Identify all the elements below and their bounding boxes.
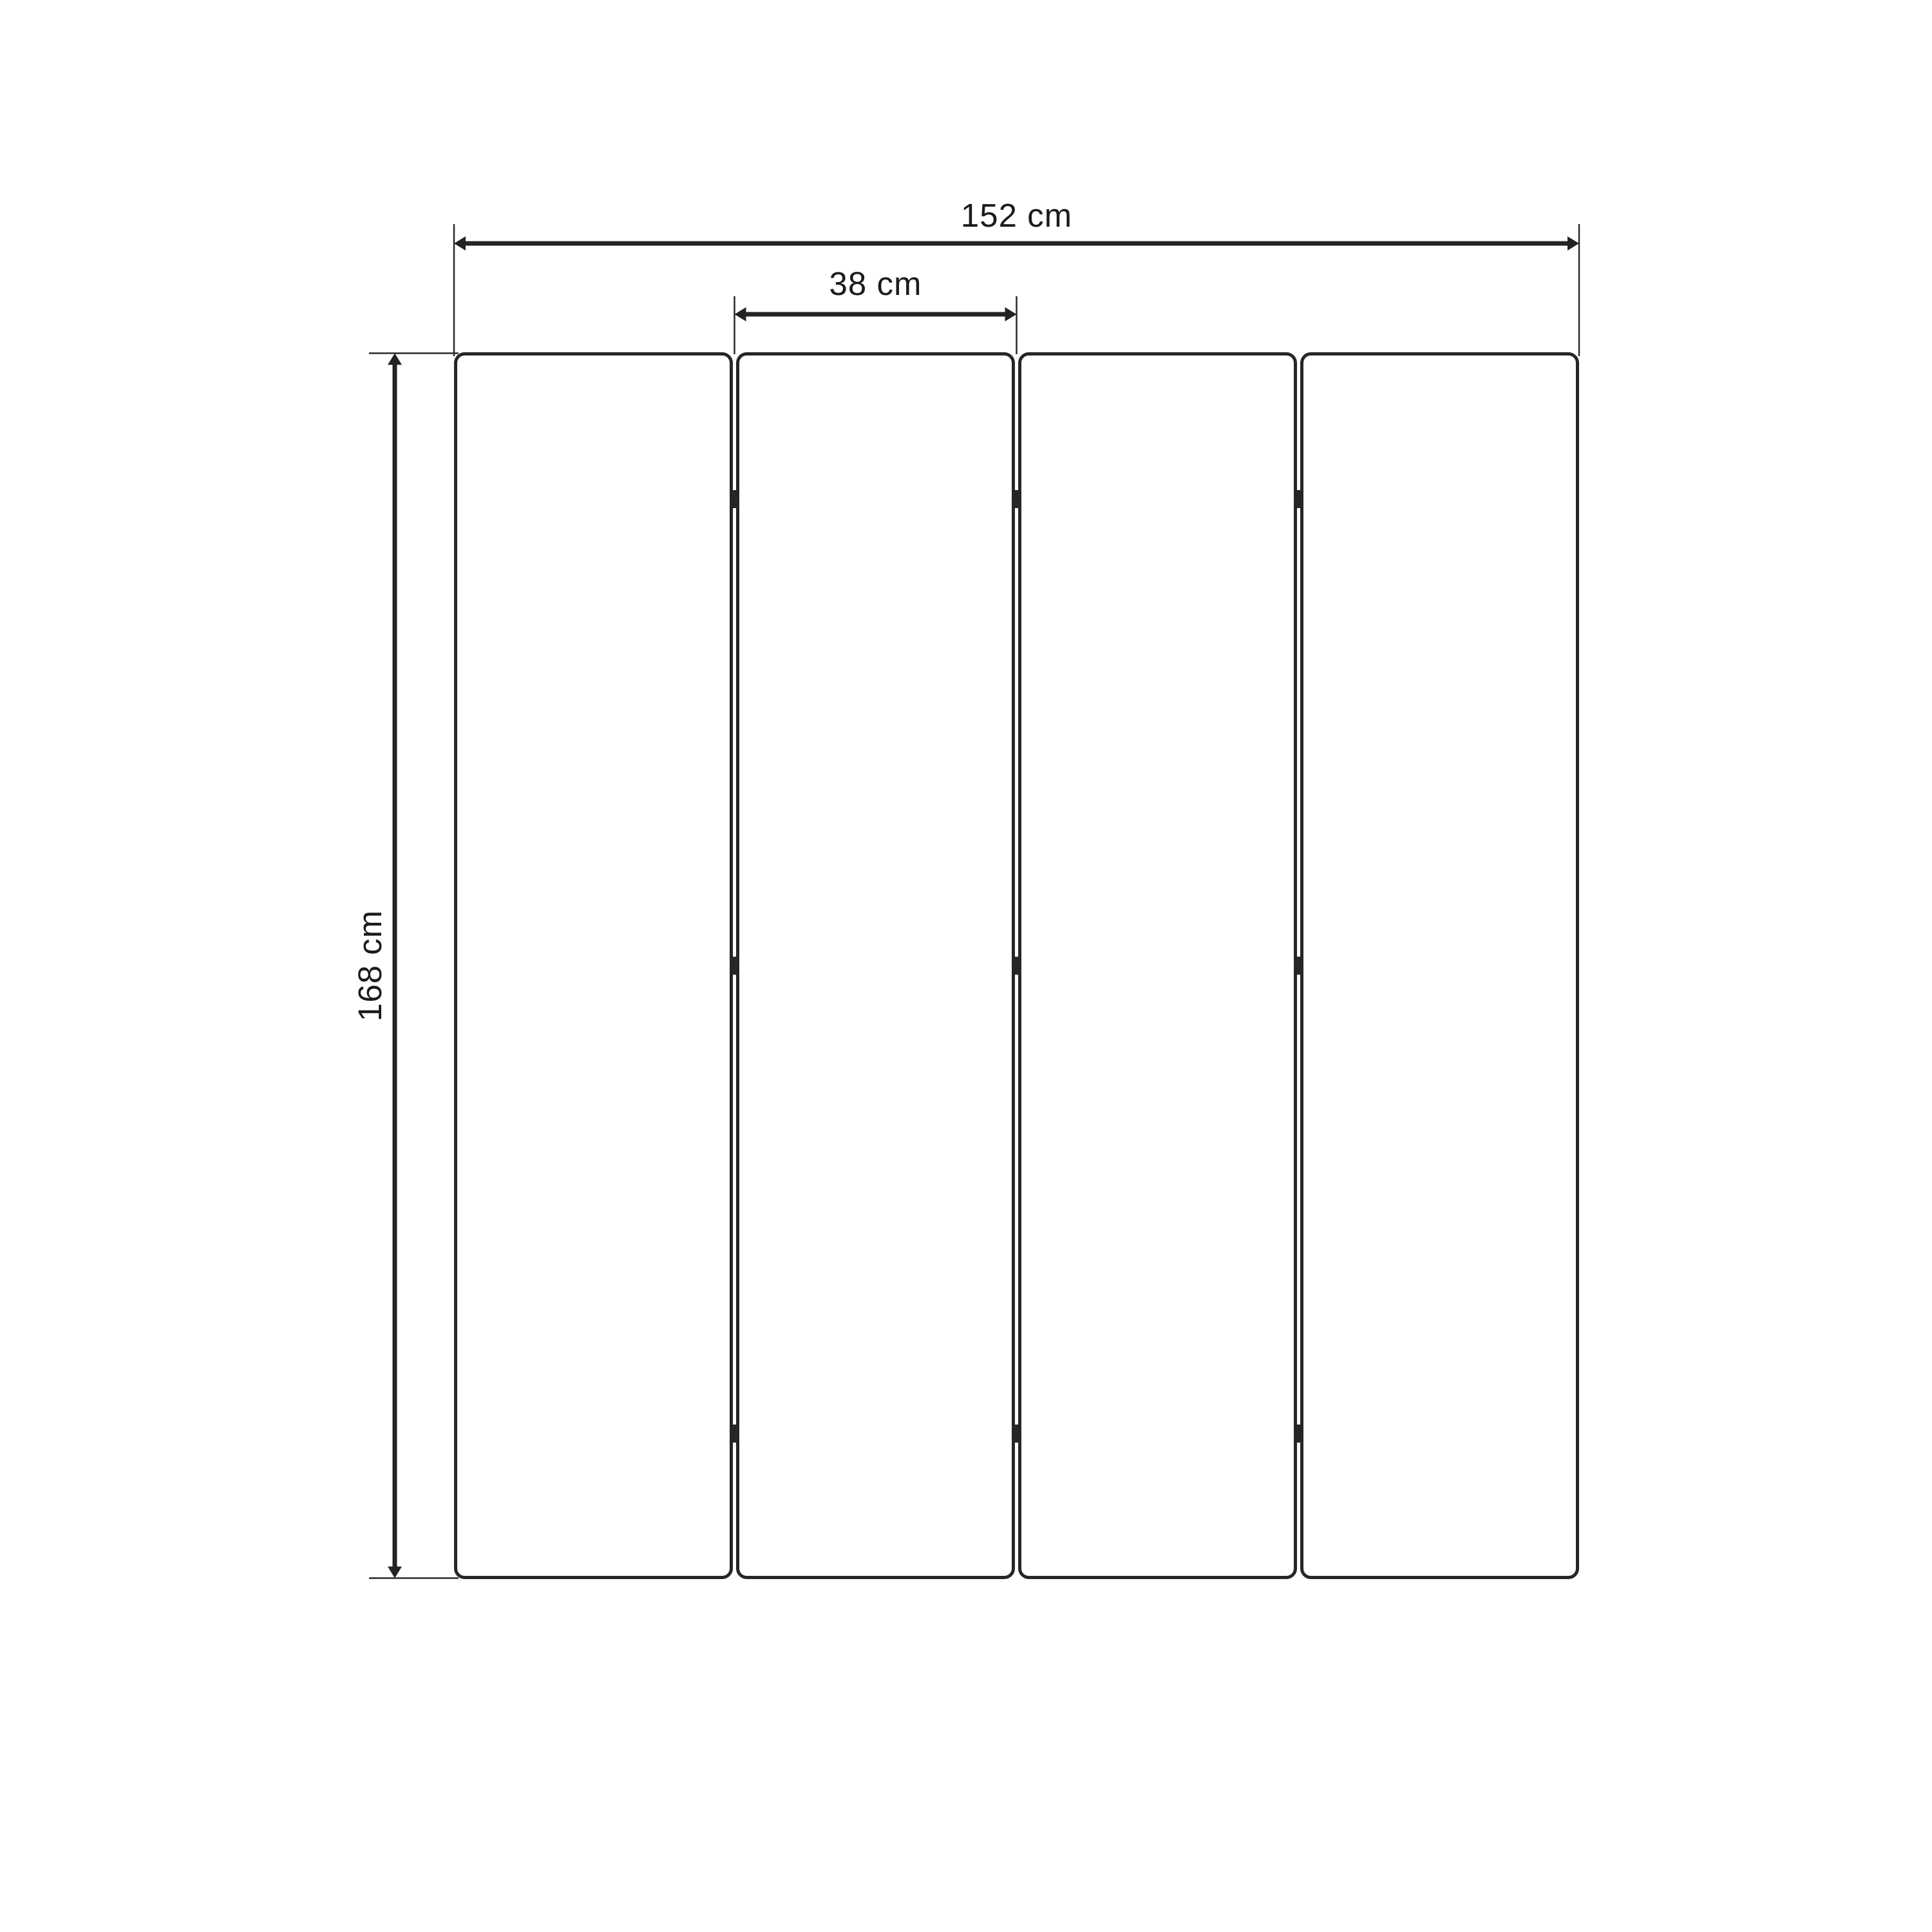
panel-2: [738, 354, 1014, 1578]
hinge-joint2-middle: [1012, 957, 1021, 975]
hinge-joint1-top: [730, 490, 739, 508]
panel-4: [1302, 354, 1578, 1578]
hinge-joint1-middle: [730, 957, 739, 975]
hinge-joint3-middle: [1294, 957, 1303, 975]
hinge-joint1-bottom: [730, 1425, 739, 1443]
hinge-joint3-top: [1294, 490, 1303, 508]
height-label: 168 cm: [352, 909, 388, 1022]
total-width-label: 152 cm: [960, 197, 1073, 234]
hinge-joint3-bottom: [1294, 1425, 1303, 1443]
panel-3: [1020, 354, 1296, 1578]
hinge-joint2-bottom: [1012, 1425, 1021, 1443]
panel-width-label: 38 cm: [829, 265, 922, 302]
panel-1: [456, 354, 732, 1578]
hinge-joint2-top: [1012, 490, 1021, 508]
